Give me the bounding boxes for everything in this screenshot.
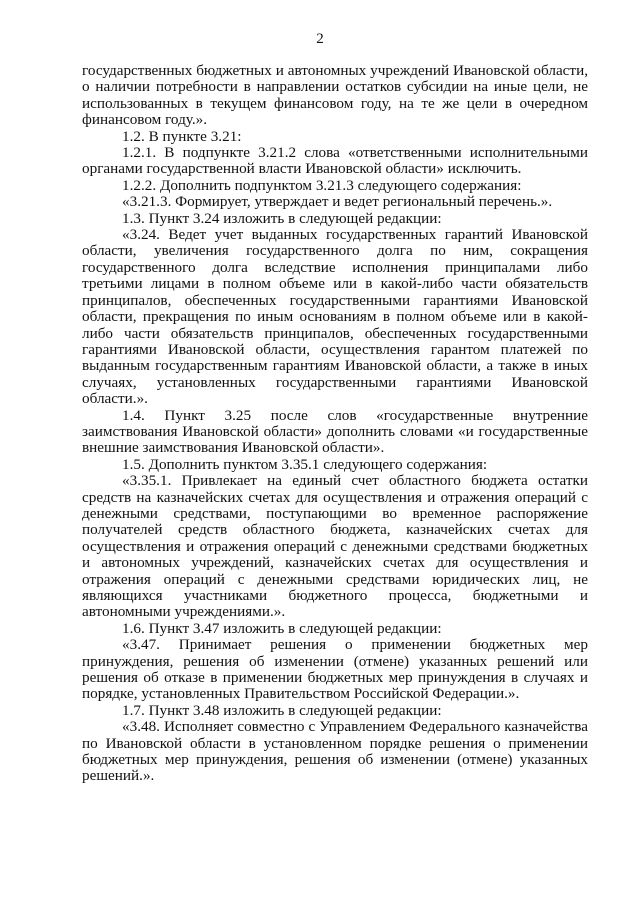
paragraph-quote-3-21-3: «3.21.3. Формирует, утверждает и ведет региональный перечень.». — [122, 193, 553, 211]
paragraph-item-1-4: 1.4. Пункт 3.25 после слов «государственные внутренние заимствования Ивановской области» дополнить словами «и государственные внешние заимствования Ивановской области». — [82, 406, 588, 457]
paragraph-item-1-6: 1.6. Пункт 3.47 изложить в следующей редакции: — [122, 619, 442, 637]
paragraph-continuation: государственных бюджетных и автономных учреждений Ивановской области, о наличии потребности в направлении остатков субсидии на иные цели, не использованных в текущем финансовом году, на те же цели в очередном финансовом году.». — [82, 62, 588, 129]
paragraph-item-1-2-2: 1.2.2. Дополнить подпунктом 3.21.3 следующего содержания: — [122, 176, 522, 194]
document-body — [82, 63, 588, 785]
page-number: 2 — [316, 31, 324, 47]
paragraph-quote-3-35-1: «3.35.1. Привлекает на единый счет областного бюджета остатки средств на казначейских счетах для осуществления и отражения операций с денежными средствами, поступающими во временное распоряжение получателей средств областного бюджета, казначейских счетах для осуществления и отражения операций с денежными средствами бюджетных и автономных учреждений, казначейских счетах для осуществления и отражения операций с денежными средствами юридических лиц, не являющихся участниками бюджетного процесса, бюджетными и автономными учреждениями.». — [82, 472, 588, 621]
paragraph-item-1-5: 1.5. Дополнить пунктом 3.35.1 следующего содержания: — [122, 455, 488, 473]
paragraph-quote-3-24: «3.24. Ведет учет выданных государственных гарантий Ивановской области, увеличения государственного долга по ним, сокращения государственного долга вследствие исполнения принципалами либо третьими лицами в полном объеме или в какой-либо части обязательств принципалов, обеспеченных государственными гарантиями Ивановской области, прекращения по иным основаниям в полном объеме или в какой-либо части обязательств принципалов, обеспеченных государственными гарантиями Ивановской области, осуществления гарантом платежей по выданным государственным гарантиям Ивановской области, а также в иных случаях, установленных государственными гарантиями Ивановской области.». — [82, 226, 588, 408]
paragraph-item-1-7: 1.7. Пункт 3.48 изложить в следующей редакции: — [122, 701, 442, 719]
paragraph-item-1-2-1: 1.2.1. В подпункте 3.21.2 слова «ответственными исполнительными органами государственной власти Ивановской области» исключить. — [82, 144, 588, 178]
paragraph-quote-3-47: «3.47. Принимает решения о применении бюджетных мер принуждения, решения об изменении (отмене) указанных решений или решения об отказе в применении бюджетных мер принуждения в случаях и порядке, установленных Правительством Российской Федерации.». — [82, 636, 588, 703]
paragraph-quote-3-48: «3.48. Исполняет совместно с Управлением Федерального казначейства по Ивановской области в установленном порядке решения о применении бюджетных мер принуждения, решения об изменении (отмене) указанных решений.». — [82, 718, 588, 785]
paragraph-item-1-2: 1.2. В пункте 3.21: — [122, 127, 242, 145]
paragraph-item-1-3: 1.3. Пункт 3.24 изложить в следующей редакции: — [122, 209, 442, 227]
